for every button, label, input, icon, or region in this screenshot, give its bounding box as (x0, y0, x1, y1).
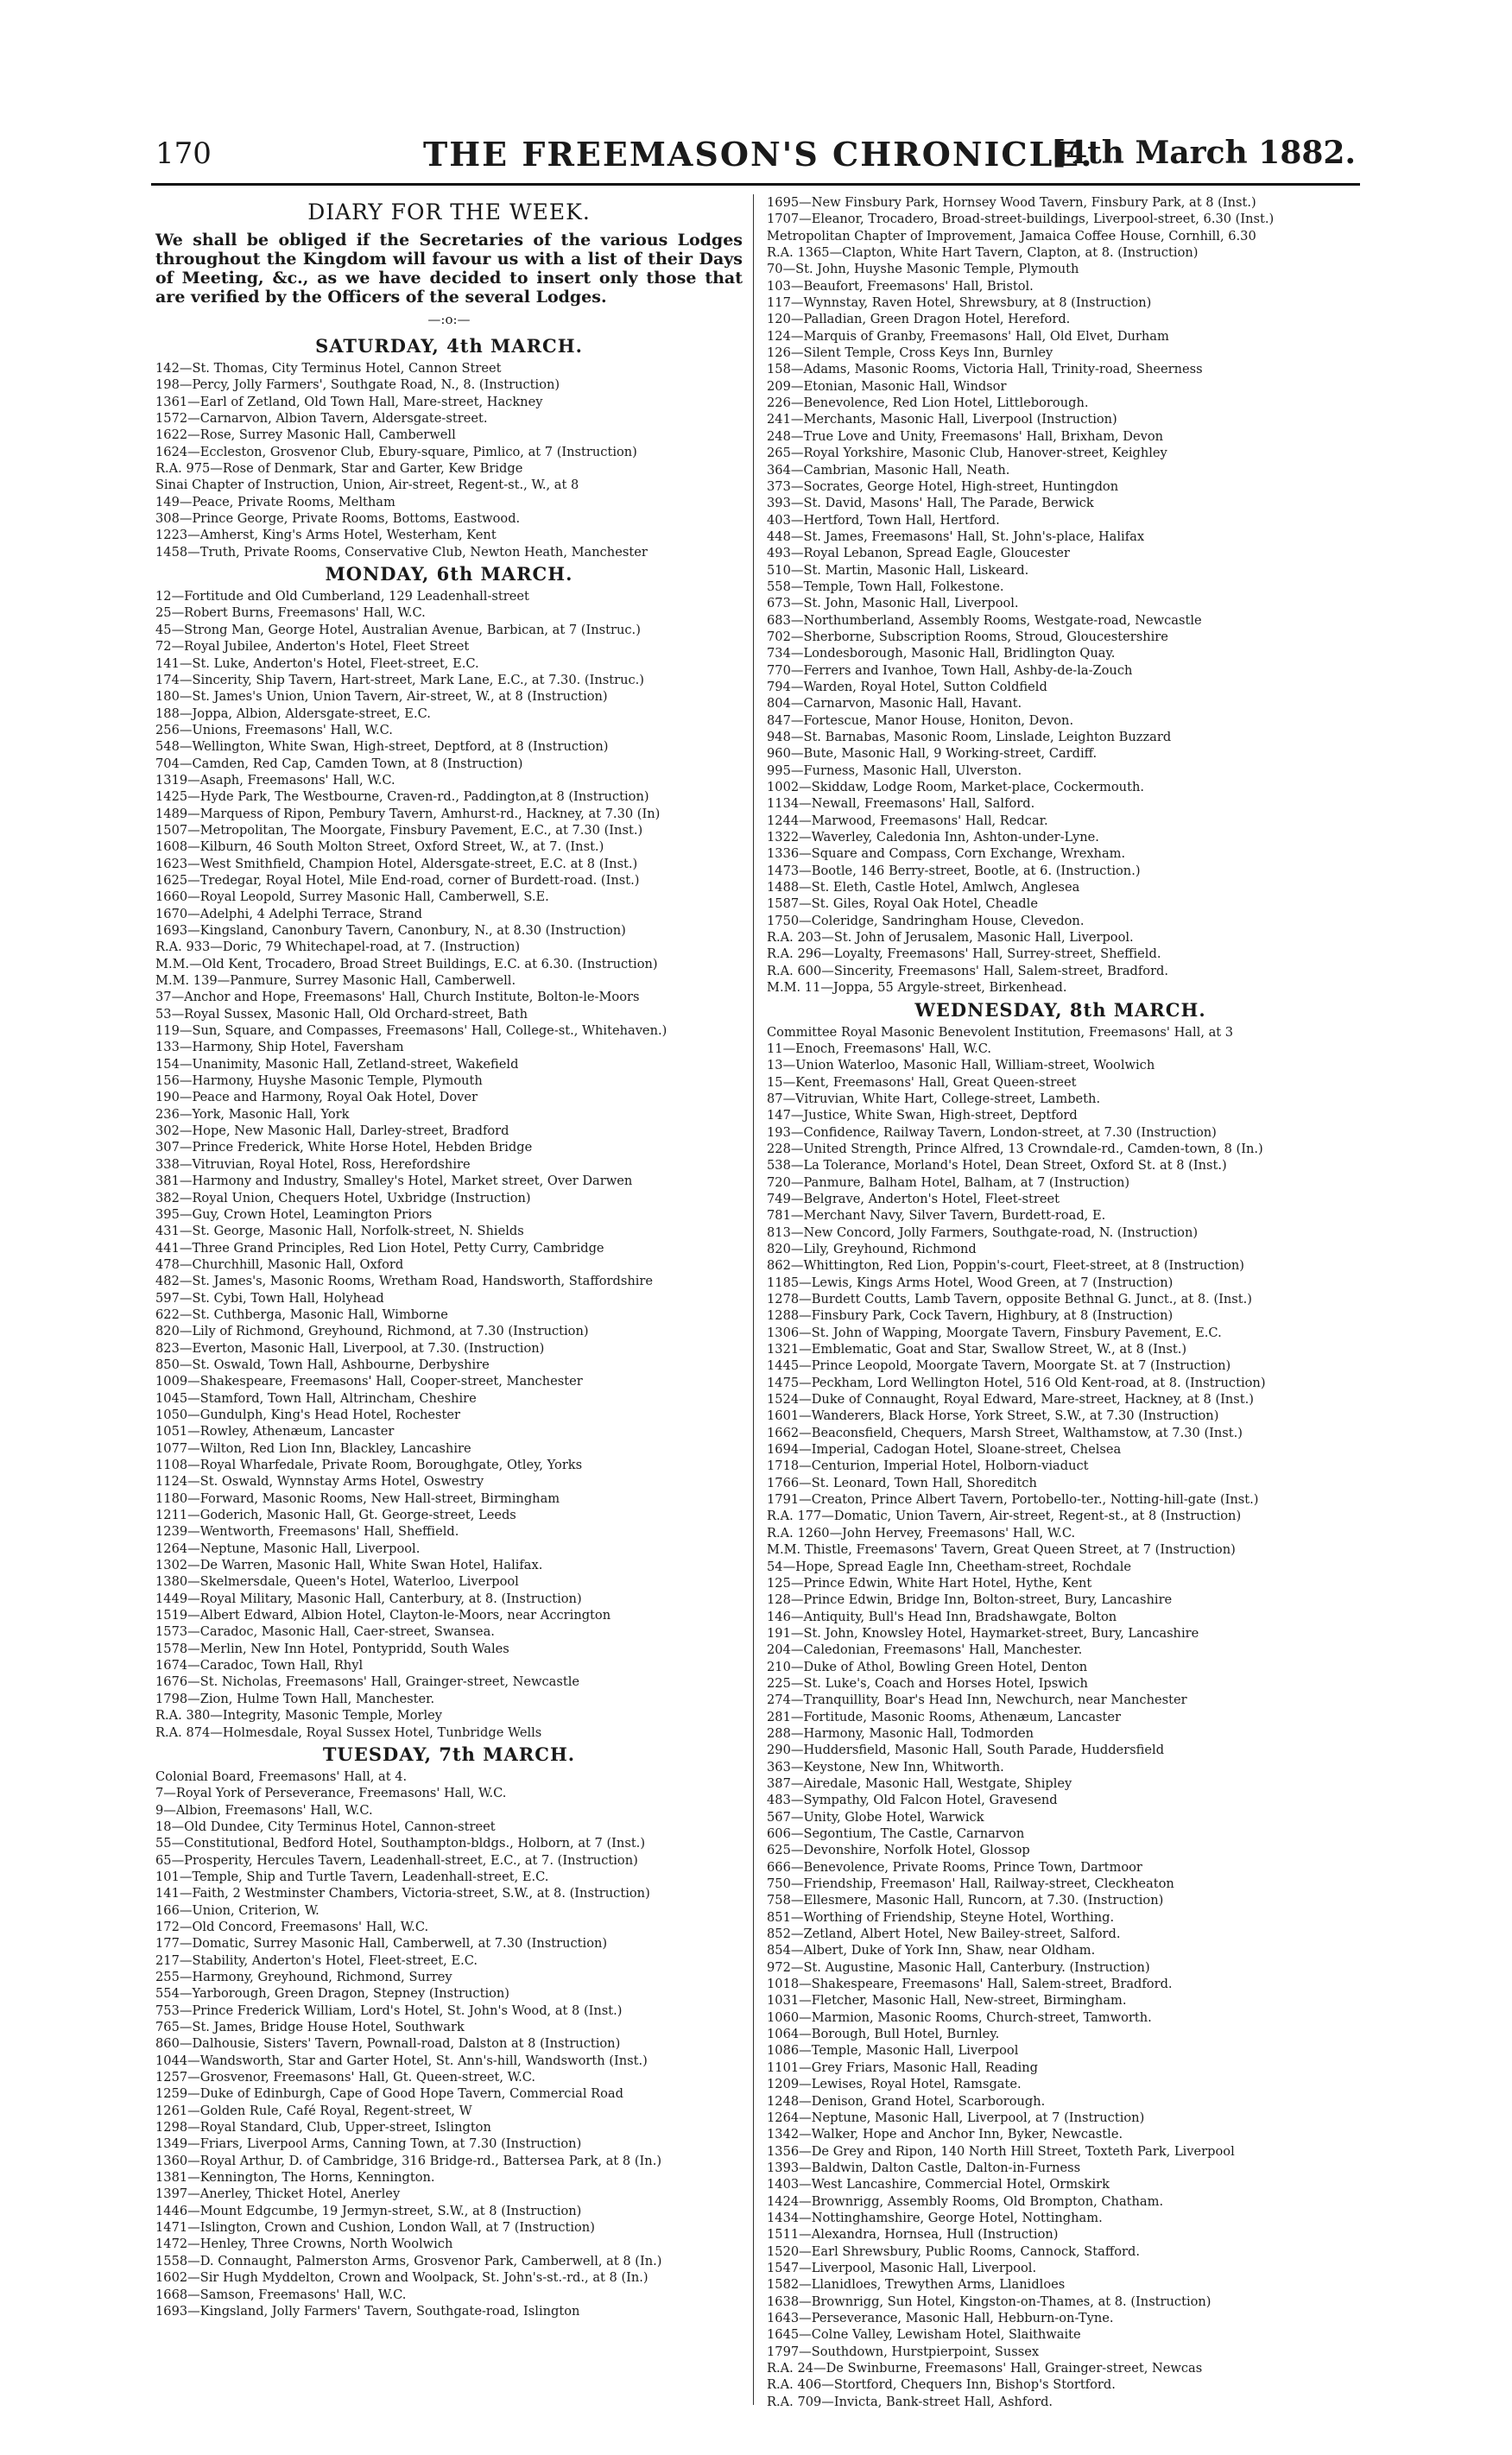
lodge-entry: 1766—St. Leonard, Town Hall, Shoreditch (767, 1475, 1037, 1490)
lodge-entry: 1018—Shakespeare, Freemasons' Hall, Salem-street, Bradford. (767, 1977, 1173, 1992)
lodge-entry: 149—Peace, Private Rooms, Meltham (155, 494, 395, 509)
left-column (155, 194, 743, 2319)
lodge-entry: 1264—Neptune, Masonic Hall, Liverpool, at 7 (Instruction) (767, 2110, 1145, 2125)
lodge-entry: 852—Zetland, Albert Hotel, New Bailey-street, Salford. (767, 1927, 1121, 1942)
lodge-entry: 1601—Wanderers, Black Horse, York Street, S.W., at 7.30 (Instruction) (767, 1408, 1219, 1424)
lodge-entry: 1051—Rowley, Athenæum, Lancaster (155, 1424, 395, 1439)
lodge-entry: 1520—Earl Shrewsbury, Public Rooms, Cannock, Stafford. (767, 2243, 1140, 2259)
lodge-entry: 154—Unanimity, Masonic Hall, Zetland-street, Wakefield (155, 1056, 519, 1072)
lodge-entry: 236—York, Masonic Hall, York (155, 1106, 350, 1122)
lodge-entry: 448—St. James, Freemasons' Hall, St. John's-place, Halifax (767, 528, 1145, 544)
diary-intro: We shall be obliged if the Secretaries of the various Lodges throughout the Kingdom will favour us with a list of their Days of Meeting, &c., as we have decided to insert only those that are verified by the Officers of the several Lodges. (155, 231, 743, 307)
lodge-entry: 749—Belgrave, Anderton's Hotel, Fleet-street (767, 1191, 1060, 1206)
lodge-entry: 554—Yarborough, Green Dragon, Stepney (Instruction) (155, 1986, 509, 2002)
lodge-entry: 1321—Emblematic, Goat and Star, Swallow Street, W., at 8 (Inst.) (767, 1342, 1187, 1357)
lodge-entry: 133—Harmony, Ship Hotel, Faversham (155, 1040, 404, 1055)
lodge-entry: 373—Socrates, George Hotel, High-street, Huntingdon (767, 478, 1119, 494)
lodge-entry: R.A. 874—Holmesdale, Royal Sussex Hotel, Tunbridge Wells (155, 1724, 542, 1740)
lodge-entry: 53—Royal Sussex, Masonic Hall, Old Orchard-street, Bath (155, 1006, 528, 1022)
lodge-entry: 758—Ellesmere, Masonic Hall, Runcorn, at 7.30. (Instruction) (767, 1893, 1164, 1908)
lodge-entry: 1797—Southdown, Hurstpierpoint, Sussex (767, 2344, 1040, 2359)
lodge-entry: 1694—Imperial, Cadogan Hotel, Sloane-street, Chelsea (767, 1442, 1122, 1458)
lodge-entry: 850—St. Oswald, Town Hall, Ashbourne, Derbyshire (155, 1357, 490, 1372)
lodge-entry: 117—Wynnstay, Raven Hotel, Shrewsbury, at 8 (Instruction) (767, 295, 1152, 311)
lodge-entry: 995—Furness, Masonic Hall, Ulverston. (767, 762, 1022, 778)
lodge-entry: 174—Sincerity, Ship Tavern, Hart-street, Mark Lane, E.C., at 7.30. (Instruc.) (155, 672, 644, 687)
lodge-entry: 622—St. Cuthberga, Masonic Hall, Wimborne (155, 1307, 448, 1322)
lodge-entry: 441—Three Grand Principles, Red Lion Hotel, Petty Curry, Cambridge (155, 1240, 604, 1256)
lodge-entry: 1257—Grosvenor, Freemasons' Hall, Gt. Queen-street, W.C. (155, 2070, 536, 2085)
lodge-entry: 55—Constitutional, Bedford Hotel, Southampton-bldgs., Holborn, at 7 (Inst.) (155, 1836, 646, 1851)
lodge-entry: 1488—St. Eleth, Castle Hotel, Amlwch, Anglesea (767, 880, 1080, 895)
lodge-entry: M.M. 11—Joppa, 55 Argyle-street, Birkenhead. (767, 980, 1067, 996)
lodge-entry: 960—Bute, Masonic Hall, 9 Working-street, Cardiff. (767, 746, 1098, 762)
lodge-entry: 1676—St. Nicholas, Freemasons' Hall, Grainger-street, Newcastle (155, 1674, 580, 1690)
lodge-entry: 209—Etonian, Masonic Hall, Windsor (767, 378, 1007, 394)
lodge-entry: 1086—Temple, Masonic Hall, Liverpool (767, 2043, 1019, 2059)
lodge-entry: 241—Merchants, Masonic Hall, Liverpool (Instruction) (767, 412, 1117, 427)
lodge-entry: M.M. Thistle, Freemasons' Tavern, Great Queen Street, at 7 (Instruction) (767, 1542, 1236, 1558)
lodge-entry: 1507—Metropolitan, The Moorgate, Finsbury Pavement, E.C., at 7.30 (Inst.) (155, 822, 643, 838)
lodge-entry: 70—St. John, Huyshe Masonic Temple, Plymouth (767, 262, 1079, 277)
lodge-entry: 1209—Lewises, Royal Hotel, Ramsgate. (767, 2077, 1022, 2092)
lodge-entry: 338—Vitruvian, Royal Hotel, Ross, Herefordshire (155, 1156, 471, 1172)
lodge-entry: 538—La Tolerance, Morland's Hotel, Dean Street, Oxford St. at 8 (Inst.) (767, 1158, 1227, 1174)
lodge-entry: 860—Dalhousie, Sisters' Tavern, Pownall-road, Dalston at 8 (Instruction) (155, 2036, 621, 2052)
lodge-entry: 65—Prosperity, Hercules Tavern, Leadenhall-street, E.C., at 7. (Instruction) (155, 1852, 638, 1868)
lodge-entry: 1798—Zion, Hulme Town Hall, Manchester. (155, 1691, 435, 1706)
lodge-entry: 1381—Kennington, The Horns, Kennington. (155, 2170, 435, 2186)
lodge-entry: R.A. 600—Sincerity, Freemasons' Hall, Salem-street, Bradford. (767, 963, 1169, 978)
tuesday-heading: TUESDAY, 7th MARCH. (322, 1743, 576, 1765)
lodge-entry: 1180—Forward, Masonic Rooms, New Hall-street, Birmingham (155, 1490, 560, 1506)
lodge-entry: 1662—Beaconsfield, Chequers, Marsh Street, Walthamstow, at 7.30 (Inst.) (767, 1425, 1243, 1440)
lodge-entry: 381—Harmony and Industry, Smalley's Hotel, Market street, Over Darwen (155, 1174, 633, 1189)
lodge-entry: 820—Lily, Greyhound, Richmond (767, 1241, 977, 1256)
lodge-entry: 1578—Merlin, New Inn Hotel, Pontypridd, South Wales (155, 1641, 509, 1656)
lodge-entry: 1044—Wandsworth, Star and Garter Hotel, St. Ann's-hill, Wandsworth (Inst.) (155, 2053, 648, 2068)
lodge-entry: 87—Vitruvian, White Hart, College-street, Lambeth. (767, 1091, 1101, 1106)
lodge-entry: 1624—Eccleston, Grosvenor Club, Ebury-square, Pimlico, at 7 (Instruction) (155, 444, 637, 459)
lodge-entry: 125—Prince Edwin, White Hart Hotel, Hythe, Kent (767, 1575, 1092, 1591)
lodge-entry: 158—Adams, Masonic Rooms, Victoria Hall, Trinity-road, Sheerness (767, 362, 1203, 377)
lodge-entry: 403—Hertford, Town Hall, Hertford. (767, 512, 1000, 528)
lodge-entry: 1356—De Grey and Ripon, 140 North Hill Street, Toxteth Park, Liverpool (767, 2143, 1235, 2159)
lodge-entry: 1547—Liverpool, Masonic Hall, Liverpool. (767, 2260, 1037, 2275)
wednesday-entries (767, 1024, 1354, 2411)
lodge-entry: 1582—Llanidloes, Trewythen Arms, Llanidloes (767, 2277, 1066, 2293)
lodge-entry: 393—St. David, Masons' Hall, The Parade, Berwick (767, 496, 1094, 511)
lodge-entry: 13—Union Waterloo, Masonic Hall, William-street, Woolwich (767, 1058, 1155, 1073)
lodge-entry: 1108—Royal Wharfedale, Private Room, Boroughgate, Otley, Yorks (155, 1458, 583, 1472)
lodge-entry: 226—Benevolence, Red Lion Hotel, Littleborough. (767, 395, 1089, 411)
lodge-entry: 146—Antiquity, Bull's Head Inn, Bradshawgate, Bolton (767, 1609, 1117, 1624)
tuesday-entries (155, 1768, 743, 2319)
lodge-entry: 683—Northumberland, Assembly Rooms, Westgate-road, Newcastle (767, 612, 1202, 628)
lodge-entry: R.A. 203—St. John of Jerusalem, Masonic Hall, Liverpool. (767, 930, 1134, 946)
lodge-entry: R.A. 380—Integrity, Masonic Temple, Morley (155, 1708, 443, 1724)
lodge-entry: 1393—Baldwin, Dalton Castle, Dalton-in-Furness (767, 2160, 1081, 2175)
lodge-entry: 265—Royal Yorkshire, Masonic Club, Hanover-street, Keighley (767, 446, 1167, 461)
header-rule (151, 183, 1360, 186)
lodge-entry: 364—Cambrian, Masonic Hall, Neath. (767, 462, 1010, 478)
lodge-entry: 217—Stability, Anderton's Hotel, Fleet-street, E.C. (155, 1952, 478, 1968)
lodge-entry: M.M.—Old Kent, Trocadero, Broad Street Buildings, E.C. at 6.30. (Instruction) (155, 956, 658, 971)
lodge-entry: 45—Strong Man, George Hotel, Australian Avenue, Barbican, at 7 (Instruc.) (155, 622, 641, 637)
lodge-entry: 1693—Kingsland, Canonbury Tavern, Canonbury, N., at 8.30 (Instruction) (155, 923, 626, 938)
lodge-entry: 1791—Creaton, Prince Albert Tavern, Portobello-ter., Notting-hill-gate (Inst.) (767, 1492, 1259, 1508)
lodge-entry: 54—Hope, Spread Eagle Inn, Cheetham-street, Rochdale (767, 1559, 1132, 1574)
lodge-entry: 1244—Marwood, Freemasons' Hall, Redcar. (767, 813, 1048, 828)
lodge-entry: 177—Domatic, Surrey Masonic Hall, Camberwell, at 7.30 (Instruction) (155, 1936, 608, 1952)
lodge-entry: 382—Royal Union, Chequers Hotel, Uxbridge (Instruction) (155, 1190, 531, 1205)
lodge-entry: 228—United Strength, Prince Alfred, 13 Crowndale-rd., Camden-town, 8 (In.) (767, 1141, 1263, 1156)
lodge-entry: Colonial Board, Freemasons' Hall, at 4. (155, 1768, 408, 1784)
monday-heading: MONDAY, 6th MARCH. (325, 563, 573, 585)
lodge-entry: 72—Royal Jubilee, Anderton's Hotel, Fleet Street (155, 639, 470, 655)
lodge-entry: 126—Silent Temple, Cross Keys Inn, Burnley (767, 345, 1053, 361)
lodge-entry: 1031—Fletcher, Masonic Hall, New-street, Birmingham. (767, 1993, 1127, 2009)
lodge-entry: 1185—Lewis, Kings Arms Hotel, Wood Green, at 7 (Instruction) (767, 1275, 1174, 1290)
lodge-entry: 625—Devonshire, Norfolk Hotel, Glossop (767, 1843, 1030, 1858)
lodge-entry: 1623—West Smithfield, Champion Hotel, Aldersgate-street, E.C. at 8 (Inst.) (155, 856, 638, 871)
lodge-entry: 765—St. James, Bridge House Hotel, Southwark (155, 2020, 465, 2034)
lodge-entry: 1524—Duke of Connaught, Royal Edward, Mare-street, Hackney, at 8 (Inst.) (767, 1392, 1254, 1408)
lodge-entry: 1602—Sir Hugh Myddelton, Crown and Woolpack, St. John's-st.-rd., at 8 (In.) (155, 2270, 648, 2286)
lodge-entry: 101—Temple, Ship and Turtle Tavern, Leadenhall-street, E.C. (155, 1869, 549, 1884)
lodge-entry: 1638—Brownrigg, Sun Hotel, Kingston-on-Thames, at 8. (Instruction) (767, 2294, 1211, 2309)
lodge-entry: 193—Confidence, Railway Tavern, London-street, at 7.30 (Instruction) (767, 1124, 1217, 1140)
lodge-entry: 147—Justice, White Swan, High-street, Deptford (767, 1108, 1078, 1123)
lodge-entry: 225—St. Luke's, Coach and Horses Hotel, Ipswich (767, 1675, 1088, 1691)
lodge-entry: 1403—West Lancashire, Commercial Hotel, Ormskirk (767, 2177, 1110, 2192)
lodge-entry: 1695—New Finsbury Park, Hornsey Wood Tavern, Finsbury Park, at 8 (Inst.) (767, 195, 1256, 210)
lodge-entry: 813—New Concord, Jolly Farmers, Southgate-road, N. (Instruction) (767, 1224, 1199, 1240)
lodge-entry: 548—Wellington, White Swan, High-street, Deptford, at 8 (Instruction) (155, 739, 609, 755)
lodge-entry: 854—Albert, Duke of York Inn, Shaw, near Oldham. (767, 1943, 1096, 1958)
lodge-entry: 673—St. John, Masonic Hall, Liverpool. (767, 596, 1019, 611)
lodge-entry: 1718—Centurion, Imperial Hotel, Holborn-viaduct (767, 1458, 1089, 1474)
lodge-entry: 1449—Royal Military, Masonic Hall, Canterbury, at 8. (Instruction) (155, 1591, 582, 1606)
lodge-entry: 18—Old Dundee, City Terminus Hotel, Cannon-street (155, 1819, 496, 1834)
lodge-entry: 1446—Mount Edgcumbe, 19 Jermyn-street, S.W., at 8 (Instruction) (155, 2203, 582, 2218)
lodge-entry: 948—St. Barnabas, Masonic Room, Linslade, Leighton Buzzard (767, 730, 1172, 744)
lodge-entry: 308—Prince George, Private Rooms, Bottoms, Eastwood. (155, 511, 521, 527)
lodge-entry: R.A. 296—Loyalty, Freemasons' Hall, Surrey-street, Sheffield. (767, 946, 1161, 962)
lodge-entry: 1587—St. Giles, Royal Oak Hotel, Cheadle (767, 896, 1038, 912)
lodge-entry: 558—Temple, Town Hall, Folkestone. (767, 579, 1004, 594)
lodge-entry: 1248—Denison, Grand Hotel, Scarborough. (767, 2093, 1046, 2109)
lodge-entry: R.A. 933—Doric, 79 Whitechapel-road, at 7. (Instruction) (155, 940, 521, 955)
page-header (155, 130, 1356, 178)
lodge-entry: 256—Unions, Freemasons' Hall, W.C. (155, 722, 393, 737)
lodge-entry: 142—St. Thomas, City Terminus Hotel, Cannon Street (155, 361, 502, 376)
lodge-entry: 606—Segontium, The Castle, Carnarvon (767, 1826, 1025, 1841)
journal-title: THE FREEMASON'S CHRONICLE. (423, 135, 1094, 174)
lodge-entry: 190—Peace and Harmony, Royal Oak Hotel, Dover (155, 1090, 478, 1105)
lodge-entry: 1625—Tredegar, Royal Hotel, Mile End-road, corner of Burdett-road. (Inst.) (155, 872, 640, 888)
lodge-entry: 7—Royal York of Perseverance, Freemasons' Hall, W.C. (155, 1786, 507, 1801)
lodge-entry: 1473—Bootle, 146 Berry-street, Bootle, at 6. (Instruction.) (767, 863, 1141, 878)
lodge-entry: 820—Lily of Richmond, Greyhound, Richmond, at 7.30 (Instruction) (155, 1324, 589, 1339)
lodge-entry: 141—Faith, 2 Westminster Chambers, Victoria-street, S.W., at 8. (Instruction) (155, 1886, 650, 1901)
lodge-entry: 1693—Kingsland, Jolly Farmers' Tavern, Southgate-road, Islington (155, 2303, 580, 2319)
lodge-entry: 1558—D. Connaught, Palmerston Arms, Grosvenor Park, Camberwell, at 8 (In.) (155, 2253, 662, 2268)
lodge-entry: 1060—Marmion, Masonic Rooms, Church-street, Tamworth. (767, 2009, 1152, 2025)
lodge-entry: 307—Prince Frederick, White Horse Hotel, Hebden Bridge (155, 1140, 533, 1155)
lodge-entry: 431—St. George, Masonic Hall, Norfolk-street, N. Shields (155, 1224, 524, 1239)
lodge-entry: 478—Churchhill, Masonic Hall, Oxford (155, 1256, 404, 1272)
lodge-entry: 119—Sun, Square, and Compasses, Freemasons' Hall, College-st., Whitehaven.) (155, 1023, 667, 1039)
lodge-entry: Sinai Chapter of Instruction, Union, Air-street, Regent-st., W., at 8 (155, 478, 579, 493)
lodge-entry: 1674—Caradoc, Town Hall, Rhyl (155, 1658, 364, 1674)
lodge-entry: 1278—Burdett Coutts, Lamb Tavern, opposite Bethnal G. Junct., at 8. (Inst.) (767, 1292, 1252, 1307)
lodge-entry: 1319—Asaph, Freemasons' Hall, W.C. (155, 772, 395, 788)
lodge-entry: R.A. 177—Domatic, Union Tavern, Air-street, Regent-st., at 8 (Instruction) (767, 1509, 1242, 1524)
lodge-entry: 1288—Finsbury Park, Cock Tavern, Highbury, at 8 (Instruction) (767, 1308, 1174, 1324)
lodge-entry: 1077—Wilton, Red Lion Inn, Blackley, Lancashire (155, 1440, 471, 1456)
lodge-entry: 124—Marquis of Granby, Freemasons' Hall, Old Elvet, Durham (767, 328, 1169, 344)
lodge-entry: 1519—Albert Edward, Albion Hotel, Clayton-le-Moors, near Accrington (155, 1608, 611, 1623)
lodge-entry: 281—Fortitude, Masonic Rooms, Athenæum, Lancaster (767, 1709, 1121, 1724)
lodge-entry: 1101—Grey Friars, Masonic Hall, Reading (767, 2060, 1039, 2075)
lodge-entry: 1425—Hyde Park, The Westbourne, Craven-rd., Paddington,at 8 (Instruction) (155, 789, 649, 805)
lodge-entry: 794—Warden, Royal Hotel, Sutton Coldfield (767, 679, 1047, 694)
lodge-entry: 483—Sympathy, Old Falcon Hotel, Gravesend (767, 1793, 1058, 1808)
lodge-entry: 191—St. John, Knowsley Hotel, Haymarket-street, Bury, Lancashire (767, 1625, 1199, 1641)
saturday-entries (155, 360, 743, 560)
lodge-entry: R.A. 975—Rose of Denmark, Star and Garter, Kew Bridge (155, 461, 523, 477)
lodge-entry: 25—Robert Burns, Freemasons' Hall, W.C. (155, 605, 426, 621)
issue-date: [4th March 1882. (1051, 135, 1356, 171)
lodge-entry: 1361—Earl of Zetland, Old Town Hall, Mare-street, Hackney (155, 394, 543, 409)
lodge-entry: 1349—Friars, Liverpool Arms, Canning Town, at 7.30 (Instruction) (155, 2136, 582, 2152)
lodge-entry: 1002—Skiddaw, Lodge Room, Market-place, Cockermouth. (767, 780, 1144, 795)
lodge-entry: 1050—Gundulph, King's Head Hotel, Rochester (155, 1407, 461, 1422)
column-divider (753, 194, 754, 2405)
lodge-entry: 1572—Carnarvon, Albion Tavern, Aldersgate-street. (155, 411, 488, 427)
lodge-entry: 1261—Golden Rule, Café Royal, Regent-street, W (155, 2103, 472, 2118)
lodge-entry: 188—Joppa, Albion, Aldersgate-street, E.C. (155, 705, 431, 721)
lodge-entry: 493—Royal Lebanon, Spread Eagle, Gloucester (767, 546, 1070, 561)
lodge-entry: 1424—Brownrigg, Assembly Rooms, Old Brompton, Chatham. (767, 2193, 1164, 2209)
lodge-entry: 363—Keystone, New Inn, Whitworth. (767, 1759, 1004, 1775)
lodge-entry: 1645—Colne Valley, Lewisham Hotel, Slaithwaite (767, 2327, 1081, 2343)
lodge-entry: 1259—Duke of Edinburgh, Cape of Good Hope Tavern, Commercial Road (155, 2086, 623, 2102)
lodge-entry: 1471—Islington, Crown and Cushion, London Wall, at 7 (Instruction) (155, 2220, 595, 2236)
lodge-entry: 156—Harmony, Huyshe Masonic Temple, Plymouth (155, 1073, 483, 1089)
lodge-entry: 804—Carnarvon, Masonic Hall, Havant. (767, 696, 1022, 712)
saturday-heading: SATURDAY, 4th MARCH. (315, 335, 583, 357)
lodge-entry: 172—Old Concord, Freemasons' Hall, W.C. (155, 1919, 429, 1934)
lodge-entry: 1472—Henley, Three Crowns, North Woolwich (155, 2237, 453, 2252)
lodge-entry: R.A. 1260—John Hervey, Freemasons' Hall, W.C. (767, 1525, 1076, 1541)
tuesday-continued-entries (767, 194, 1354, 997)
lodge-entry: 510—St. Martin, Masonic Hall, Liskeard. (767, 562, 1029, 578)
lodge-entry: 1223—Amherst, King's Arms Hotel, Westerham, Kent (155, 528, 497, 543)
lodge-entry: 9—Albion, Freemasons' Hall, W.C. (155, 1802, 373, 1818)
lodge-entry: 1750—Coleridge, Sandringham House, Clevedon. (767, 913, 1085, 928)
lodge-entry: 1211—Goderich, Masonic Hall, Gt. George-street, Leeds (155, 1508, 516, 1523)
lodge-entry: 1622—Rose, Surrey Masonic Hall, Camberwell (155, 427, 456, 443)
lodge-entry: 255—Harmony, Greyhound, Richmond, Surrey (155, 1969, 452, 1984)
lodge-entry: 395—Guy, Crown Hotel, Leamington Priors (155, 1206, 433, 1222)
lodge-entry: 1342—Walker, Hope and Anchor Inn, Byker, Newcastle. (767, 2127, 1123, 2142)
lodge-entry: 1134—Newall, Freemasons' Hall, Salford. (767, 796, 1035, 812)
lodge-entry: 1707—Eleanor, Trocadero, Broad-street-buildings, Liverpool-street, 6.30 (Inst.) (767, 212, 1275, 227)
lodge-entry: 781—Merchant Navy, Silver Tavern, Burdett-road, E. (767, 1208, 1106, 1224)
lodge-entry: 1298—Royal Standard, Club, Upper-street, Islington (155, 2120, 491, 2135)
lodge-entry: 248—True Love and Unity, Freemasons' Hall, Brixham, Devon (767, 428, 1164, 444)
lodge-entry: 1458—Truth, Private Rooms, Conservative Club, Newton Heath, Manchester (155, 544, 648, 560)
lodge-entry: 1608—Kilburn, 46 South Molton Street, Oxford Street, W., at 7. (Inst.) (155, 839, 604, 855)
lodge-entry: 666—Benevolence, Private Rooms, Prince Town, Dartmoor (767, 1859, 1142, 1875)
lodge-entry: 204—Caledonian, Freemasons' Hall, Manchester. (767, 1642, 1083, 1658)
lodge-entry: 823—Everton, Masonic Hall, Liverpool, at 7.30. (Instruction) (155, 1340, 545, 1356)
lodge-entry: 1475—Peckham, Lord Wellington Hotel, 516 Old Kent-road, at 8. (Instruction) (767, 1375, 1266, 1390)
page-number: 170 (155, 136, 212, 171)
lodge-entry: 1511—Alexandra, Hornsea, Hull (Instruction) (767, 2227, 1059, 2243)
lodge-entry: 1573—Caradoc, Masonic Hall, Caer-street, Swansea. (155, 1624, 495, 1640)
ornament-divider: —:o:— (427, 312, 471, 327)
lodge-entry: R.A. 1365—Clapton, White Hart Tavern, Clapton, at 8. (Instruction) (767, 245, 1199, 261)
lodge-entry: 1239—Wentworth, Freemasons' Hall, Sheffield. (155, 1524, 459, 1540)
lodge-entry: 1489—Marquess of Ripon, Pembury Tavern, Amhurst-rd., Hackney, at 7.30 (In) (155, 806, 661, 821)
lodge-entry: 720—Panmure, Balham Hotel, Balham, at 7 (Instruction) (767, 1174, 1130, 1190)
lodge-entry: M.M. 139—Panmure, Surrey Masonic Hall, Camberwell. (155, 973, 516, 989)
monday-entries (155, 588, 743, 1741)
lodge-entry: 128—Prince Edwin, Bridge Inn, Bolton-street, Bury, Lancashire (767, 1592, 1173, 1608)
lodge-entry: 166—Union, Criterion, W. (155, 1902, 319, 1918)
lodge-entry: 1380—Skelmersdale, Queen's Hotel, Waterloo, Liverpool (155, 1574, 519, 1590)
lodge-entry: 704—Camden, Red Cap, Camden Town, at 8 (Instruction) (155, 756, 523, 771)
wednesday-heading: WEDNESDAY, 8th MARCH. (914, 998, 1206, 1021)
lodge-entry: 1336—Square and Compass, Corn Exchange, Wrexham. (767, 846, 1126, 862)
lodge-entry: 482—St. James's, Masonic Rooms, Wretham Road, Handsworth, Staffordshire (155, 1274, 653, 1289)
lodge-entry: 753—Prince Frederick William, Lord's Hotel, St. John's Wood, at 8 (Inst.) (155, 2003, 623, 2018)
lodge-entry: 1670—Adelphi, 4 Adelphi Terrace, Strand (155, 906, 423, 921)
lodge-entry: 1064—Borough, Bull Hotel, Burnley. (767, 2027, 1000, 2042)
lodge-entry: 1306—St. John of Wapping, Moorgate Tavern, Finsbury Pavement, E.C. (767, 1325, 1222, 1340)
lodge-entry: 15—Kent, Freemasons' Hall, Great Queen-street (767, 1074, 1077, 1090)
lodge-entry: 103—Beaufort, Freemasons' Hall, Bristol. (767, 278, 1034, 294)
lodge-entry: 180—St. James's Union, Union Tavern, Air-street, W., at 8 (Instruction) (155, 689, 608, 705)
lodge-entry: 210—Duke of Athol, Bowling Green Hotel, Denton (767, 1659, 1088, 1674)
lodge-entry: 11—Enoch, Freemasons' Hall, W.C. (767, 1041, 991, 1056)
lodge-entry: 12—Fortitude and Old Cumberland, 129 Leadenhall-street (155, 589, 529, 604)
lodge-entry: Committee Royal Masonic Benevolent Institution, Freemasons' Hall, at 3 (767, 1024, 1234, 1040)
lodge-entry: 198—Percy, Jolly Farmers', Southgate Road, N., 8. (Instruction) (155, 377, 560, 393)
lodge-entry: 770—Ferrers and Ivanhoe, Town Hall, Ashby-de-la-Zouch (767, 662, 1133, 678)
lodge-entry: 1445—Prince Leopold, Moorgate Tavern, Moorgate St. at 7 (Instruction) (767, 1358, 1231, 1374)
lodge-entry: 1668—Samson, Freemasons' Hall, W.C. (155, 2287, 407, 2302)
lodge-entry: R.A. 406—Stortford, Chequers Inn, Bishop's Stortford. (767, 2377, 1116, 2393)
lodge-entry: 1322—Waverley, Caledonia Inn, Ashton-under-Lyne. (767, 830, 1099, 845)
lodge-entry: 1660—Royal Leopold, Surrey Masonic Hall, Camberwell, S.E. (155, 889, 549, 905)
lodge-entry: 387—Airedale, Masonic Hall, Westgate, Shipley (767, 1775, 1072, 1791)
lodge-entry: 37—Anchor and Hope, Freemasons' Hall, Church Institute, Bolton-le-Moors (155, 990, 640, 1005)
lodge-entry: 1045—Stamford, Town Hall, Altrincham, Cheshire (155, 1390, 477, 1406)
lodge-entry: 1643—Perseverance, Masonic Hall, Hebburn-on-Tyne. (767, 2310, 1114, 2325)
lodge-entry: 597—St. Cybi, Town Hall, Holyhead (155, 1290, 384, 1306)
lodge-entry: 972—St. Augustine, Masonic Hall, Canterbury. (Instruction) (767, 1959, 1150, 1975)
lodge-entry: 1264—Neptune, Masonic Hall, Liverpool. (155, 1541, 421, 1556)
lodge-entry: 274—Tranquillity, Boar's Head Inn, Newchurch, near Manchester (767, 1693, 1187, 1708)
lodge-entry: 302—Hope, New Masonic Hall, Darley-street, Bradford (155, 1123, 509, 1139)
lodge-entry: 120—Palladian, Green Dragon Hotel, Hereford. (767, 312, 1071, 327)
lodge-entry: 141—St. Luke, Anderton's Hotel, Fleet-street, E.C. (155, 655, 479, 671)
lodge-entry: 290—Huddersfield, Masonic Hall, South Parade, Huddersfield (767, 1743, 1165, 1758)
lodge-entry: 862—Whittington, Red Lion, Poppin's-court, Fleet-street, at 8 (Instruction) (767, 1258, 1244, 1274)
lodge-entry: 750—Friendship, Freemason' Hall, Railway-street, Cleckheaton (767, 1876, 1174, 1892)
lodge-entry: 567—Unity, Globe Hotel, Warwick (767, 1809, 984, 1825)
lodge-entry: 847—Fortescue, Manor House, Honiton, Devon. (767, 712, 1074, 728)
lodge-entry: 1302—De Warren, Masonic Hall, White Swan Hotel, Halifax. (155, 1558, 543, 1573)
lodge-entry: 702—Sherborne, Subscription Rooms, Stroud, Gloucestershire (767, 629, 1168, 644)
lodge-entry: 1397—Anerley, Thicket Hotel, Anerley (155, 2186, 401, 2202)
lodge-entry: 734—Londesborough, Masonic Hall, Bridlington Quay. (767, 646, 1116, 661)
lodge-entry: 1360—Royal Arthur, D. of Cambridge, 316 Bridge-rd., Battersea Park, at 8 (In.) (155, 2153, 662, 2168)
lodge-entry: 288—Harmony, Masonic Hall, Todmorden (767, 1725, 1034, 1741)
lodge-entry: R.A. 709—Invicta, Bank-street Hall, Ashford. (767, 2394, 1053, 2409)
lodge-entry: Metropolitan Chapter of Improvement, Jamaica Coffee House, Cornhill, 6.30 (767, 228, 1256, 244)
diary-title: DIARY FOR THE WEEK. (307, 199, 591, 225)
lodge-entry: 1124—St. Oswald, Wynnstay Arms Hotel, Oswestry (155, 1474, 484, 1490)
right-column (767, 194, 1354, 2410)
lodge-entry: 851—Worthing of Friendship, Steyne Hotel, Worthing. (767, 1909, 1115, 1925)
lodge-entry: 1434—Nottinghamshire, George Hotel, Nottingham. (767, 2210, 1103, 2225)
lodge-entry: R.A. 24—De Swinburne, Freemasons' Hall, Grainger-street, Newcas (767, 2361, 1203, 2376)
lodge-entry: 1009—Shakespeare, Freemasons' Hall, Cooper-street, Manchester (155, 1374, 583, 1389)
